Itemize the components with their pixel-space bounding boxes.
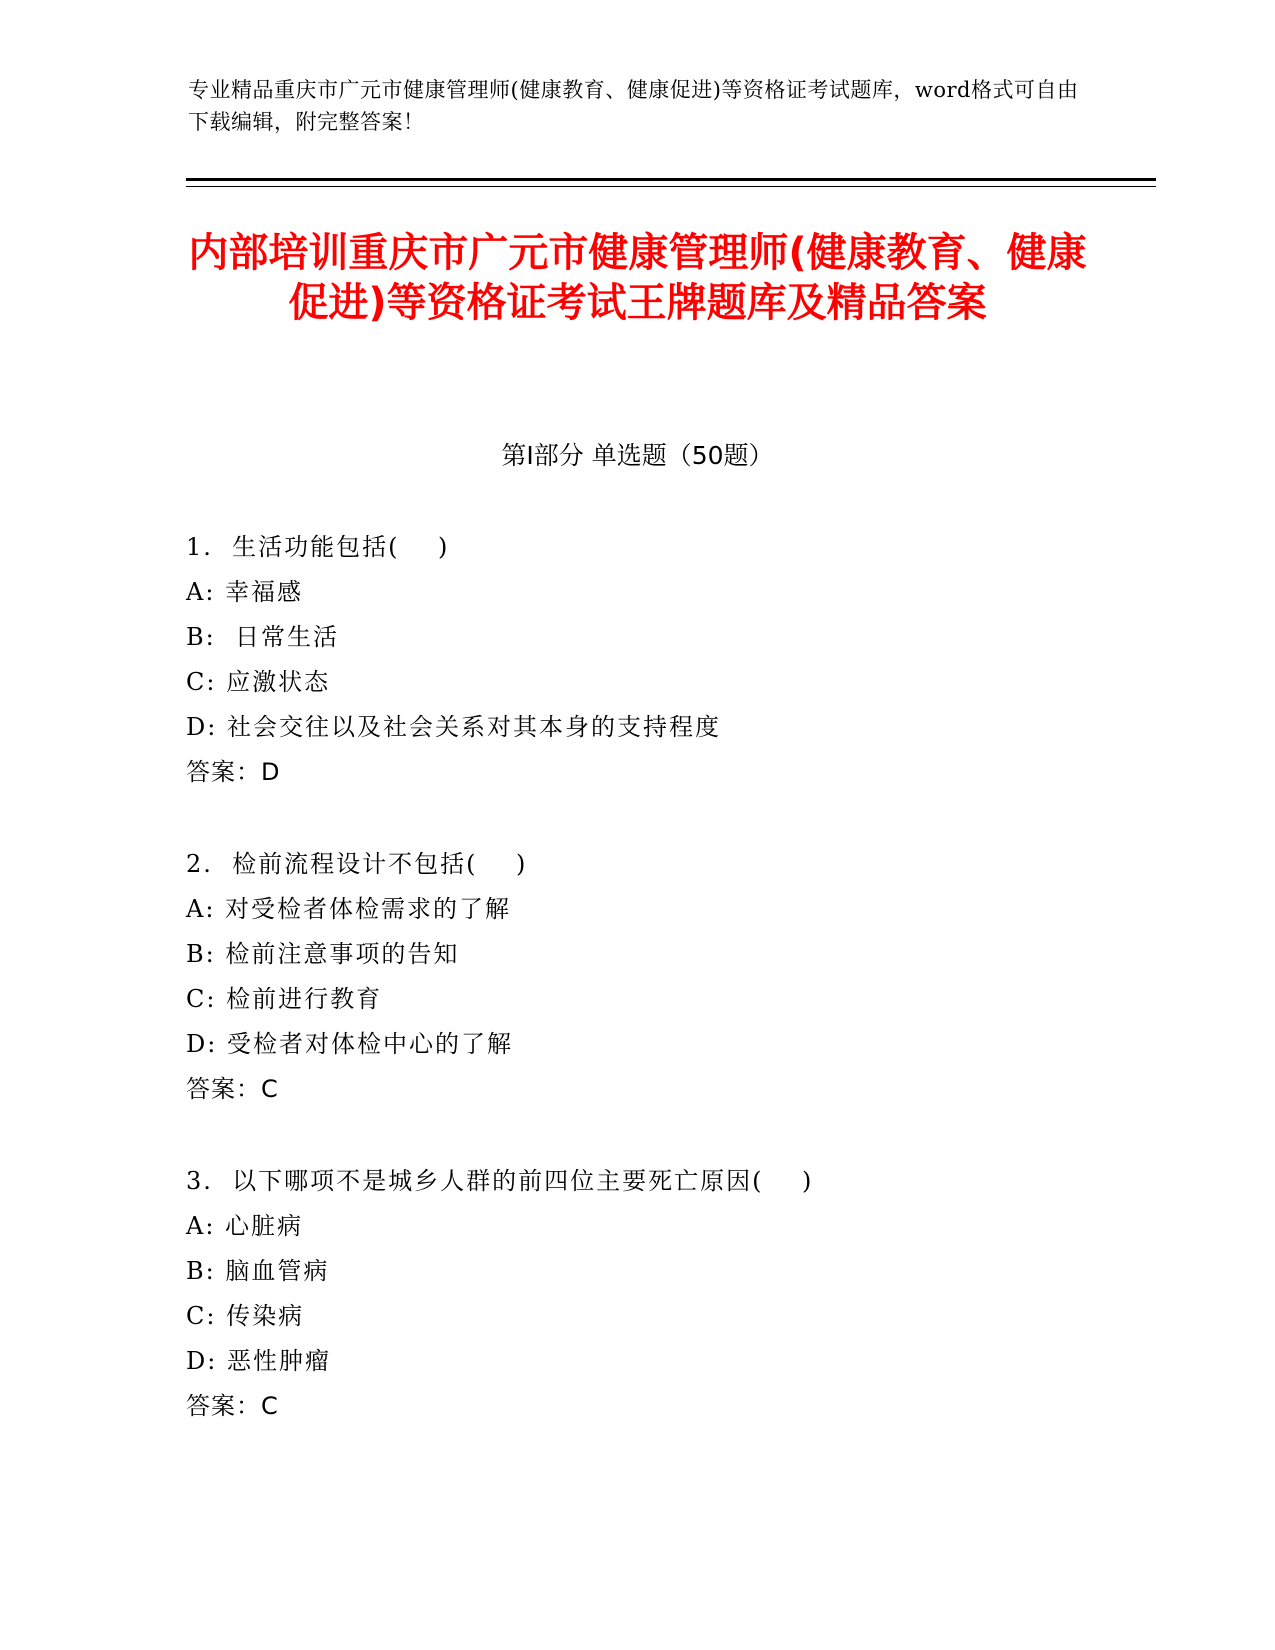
option-a: A: 对受检者体检需求的了解 bbox=[186, 895, 512, 923]
option-d: D: 恶性肿瘤 bbox=[186, 1347, 331, 1375]
option-b: B: 脑血管病 bbox=[186, 1257, 330, 1285]
question-1 bbox=[186, 525, 1086, 795]
question-stem: 1. 生活功能包括( ) bbox=[186, 533, 450, 561]
option-c: C: 检前进行教育 bbox=[186, 985, 383, 1013]
answer: 答案：C bbox=[186, 1075, 279, 1103]
option-a: A: 心脏病 bbox=[186, 1212, 304, 1240]
question-list bbox=[186, 525, 1086, 1476]
header-divider-thin bbox=[186, 186, 1156, 187]
header-note: 专业精品重庆市广元市健康管理师(健康教育、健康促进)等资格证考试题库，word格式可自由下载编辑，附完整答案！ bbox=[188, 78, 1079, 134]
option-b: B: 日常生活 bbox=[186, 623, 339, 651]
question-2 bbox=[186, 842, 1086, 1112]
question-stem: 3. 以下哪项不是城乡人群的前四位主要死亡原因( ) bbox=[186, 1167, 814, 1195]
question-stem: 2. 检前流程设计不包括( ) bbox=[186, 850, 528, 878]
question-3 bbox=[186, 1159, 1086, 1429]
option-c: C: 应激状态 bbox=[186, 668, 331, 696]
document-title: 内部培训重庆市广元市健康管理师(健康教育、健康促进)等资格证考试王牌题库及精品答案 bbox=[188, 230, 1087, 326]
answer: 答案：C bbox=[186, 1392, 279, 1420]
option-b: B: 检前注意事项的告知 bbox=[186, 940, 460, 968]
option-d: D: 受检者对体检中心的了解 bbox=[186, 1030, 513, 1058]
section-heading: 第Ⅰ部分 单选题（50题） bbox=[501, 441, 774, 470]
option-c: C: 传染病 bbox=[186, 1302, 305, 1330]
option-d: D: 社会交往以及社会关系对其本身的支持程度 bbox=[186, 713, 721, 741]
header-divider-thick bbox=[186, 178, 1156, 181]
answer: 答案：D bbox=[186, 758, 281, 786]
option-a: A: 幸福感 bbox=[186, 578, 304, 606]
